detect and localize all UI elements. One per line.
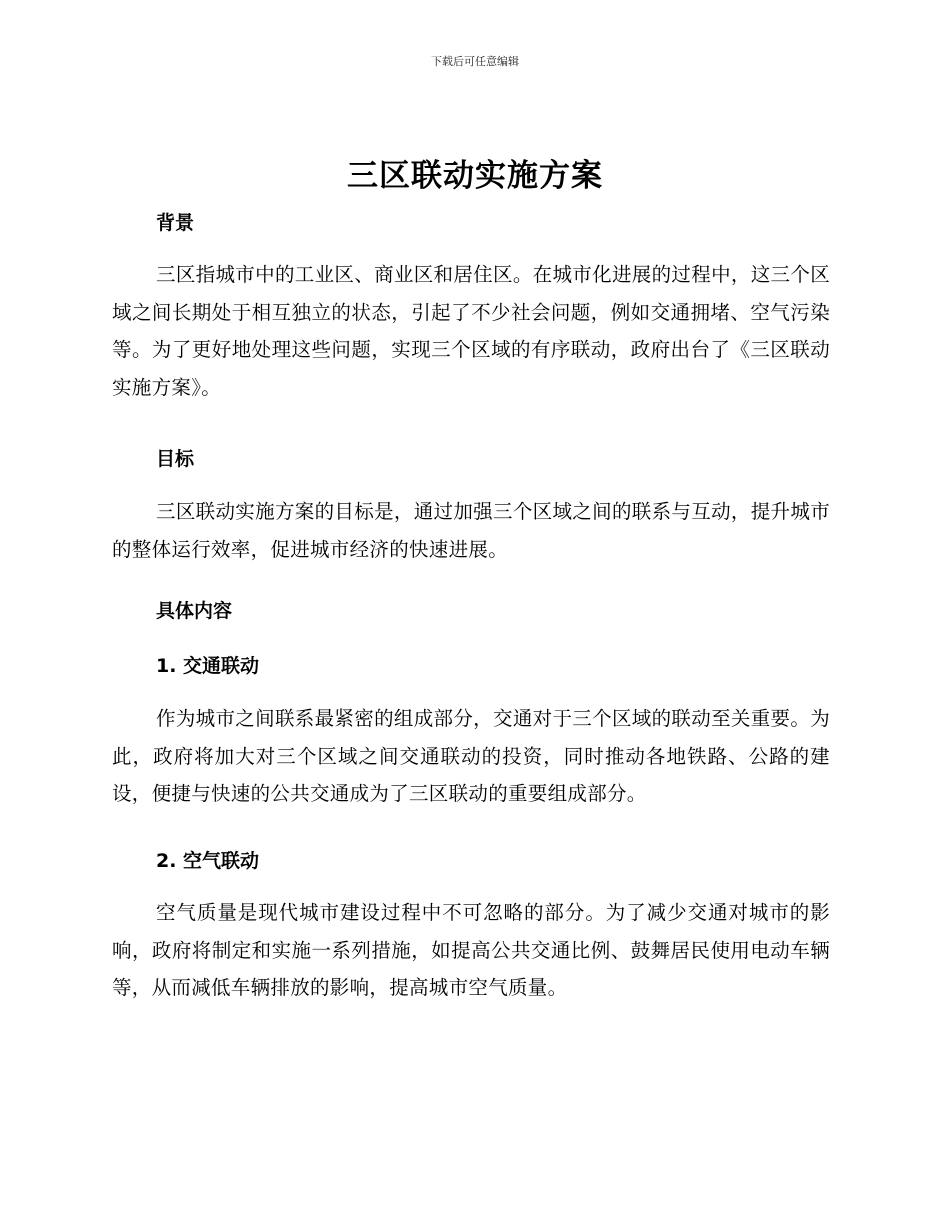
section-heading-goal: 目标 bbox=[156, 448, 195, 470]
paragraph-air: 空气质量是现代城市建设过程中不可忽略的部分。为了减少交通对城市的影响，政府将制定和实施一系列措施，如提高公共交通比例、鼓舞居民使用电动车辆等，从而减低车辆排放的影响，提高城市空气质量。 bbox=[112, 901, 830, 999]
paragraph-goal: 三区联动实施方案的目标是，通过加强三个区域之间的联系与互动，提升城市的整体运行效率，促进城市经济的快速进展。 bbox=[112, 500, 830, 561]
paragraph-background: 三区指城市中的工业区、商业区和居住区。在城市化进展的过程中，这三个区域之间长期处于相互独立的状态，引起了不少社会问题，例如交通拥堵、空气污染等。为了更好地处理这些问题，实现三个区域的有序联动，政府出台了《三区联动实施方案》。 bbox=[112, 263, 830, 399]
subsection-heading-traffic: 1. 交通联动 bbox=[156, 655, 260, 677]
subsection-heading-air: 2. 空气联动 bbox=[156, 850, 260, 872]
section-heading-content: 具体内容 bbox=[156, 600, 233, 622]
section-heading-background: 背景 bbox=[156, 212, 195, 234]
document-title: 三区联动实施方案 bbox=[347, 158, 603, 194]
page-header-note: 下载后可任意编辑 bbox=[431, 55, 519, 68]
paragraph-traffic: 作为城市之间联系最紧密的组成部分，交通对于三个区域的联动至关重要。为此，政府将加大对三个区域之间交通联动的投资，同时推动各地铁路、公路的建设，便捷与快速的公共交通成为了三区联动的重要组成部分。 bbox=[112, 707, 830, 805]
